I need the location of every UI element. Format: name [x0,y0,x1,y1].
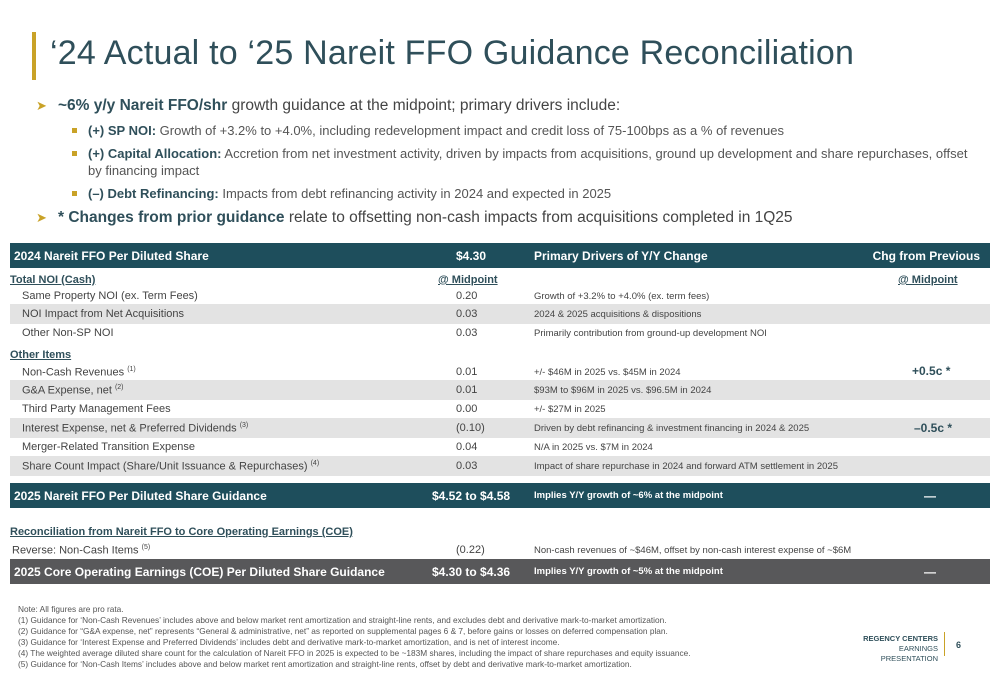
sub-bullet-debt-refinancing [32,185,982,202]
header-drivers: Primary Drivers of Y/Y Change [534,249,708,263]
row-value: (0.22) [456,544,485,556]
change-interest: –0.5c * [914,421,953,435]
row-driver: Non-cash revenues of ~$46M, offset by non-cash interest expense of ~$6M [534,545,852,556]
row-label-text: Reverse: Non-Cash Items [12,544,139,557]
row-value: 0.03 [456,327,478,339]
header-change: Chg from Previous [872,249,980,263]
row-label [22,384,124,397]
arrow-bullet-icon: ➤ [36,210,47,225]
table-row [10,362,990,382]
row-label-text: Third Party Management Fees [22,403,171,415]
sub-bullet-debt-bold: (–) Debt Refinancing: [88,186,219,201]
bullet-changes-bold: * Changes from prior guidance [58,209,285,226]
sub-bullet-capital-text: Accretion from net investment activity, driven by impacts from acquisitions, ground up development and share repurchases, offset by financing impact [88,146,968,178]
row-value: 0.03 [456,308,478,320]
sub-bullet-sp-noi [32,122,982,139]
sub-bullet-debt-text: Impacts from debt refinancing activity in 2024 and expected in 2025 [218,186,612,201]
row-value: (0.10) [456,422,485,434]
row-label [22,366,136,379]
title-accent-bar [32,32,36,80]
coe-guidance-value: $4.30 to $4.36 [432,565,511,579]
row-label [22,403,171,415]
table-row [10,418,990,438]
row-label: NOI Impact from Net Acquisitions [22,308,184,320]
summary-bullets [32,96,982,234]
table-row [10,399,990,419]
row-driver: Growth of +3.2% to +4.0% (ex. term fees) [534,291,710,302]
row-label-text: Non-Cash Revenues [22,366,125,379]
bullet-guidance-bold: ~6% y/y Nareit FFO/shr [58,97,228,114]
coe-guidance-label: 2025 Core Operating Earnings (COE) Per Diluted Share Guidance [14,565,385,579]
footnote-ref: (4) [310,460,320,467]
row-driver: 2024 & 2025 acquisitions & dispositions [534,309,702,320]
row-value: 0.03 [456,460,478,472]
sub-bullet-sp-noi-bold: (+) SP NOI: [88,123,157,138]
table-row [10,437,990,457]
change-non-cash: +0.5c * [912,364,951,378]
page-number-divider [944,632,945,656]
row-label-text: Share Count Impact (Share/Unit Issuance & Repurchases) [22,460,308,473]
footnote: Note: All figures are pro rata. [18,604,124,614]
row-driver: Driven by debt refinancing & investment financing in 2024 & 2025 [534,423,810,434]
footnote-ref: (5) [141,544,151,551]
table-row [10,540,990,560]
row-driver: $93M to $96M in 2025 vs. $96.5M in 2024 [534,385,712,396]
footnote-ref: (3) [239,422,249,429]
bullet-guidance-text: growth guidance at the midpoint; primary drivers include: [227,97,621,114]
ffo-guidance-value: $4.52 to $4.58 [432,489,511,503]
row-value: 0.00 [456,403,478,415]
row-value: 0.20 [456,290,478,302]
sub-bullet-sp-noi-text: Growth of +3.2% to +4.0%, including redevelopment impact and credit loss of 75-100bps as a % of revenues [156,123,785,138]
row-label [22,422,248,435]
footnote: (1) Guidance for ‘Non-Cash Revenues’ includes above and below market rent amortization and straight-line rents, and excludes debt and derivative mark-to-market amortization. [18,615,667,625]
footnote: (5) Guidance for ‘Non-Cash Items’ includes above and below market rent amortization and straight-line rents, offset by debt and derivative mark-to-market amortization. [18,659,632,669]
coe-guidance-driver: Implies Y/Y growth of ~5% at the midpoint [534,566,723,577]
table-row [10,456,990,476]
ffo-guidance-row [10,483,990,508]
header-value: $4.30 [456,249,487,263]
ffo-guidance-change: — [924,489,936,503]
table-row [10,323,990,343]
row-label-text: G&A Expense, net [22,384,112,397]
footnote: (2) Guidance for “G&A expense, net” represents “General & administrative, net” as reported on supplemental pages 6 & 7, before gains or losses on deferred compensation plan. [18,626,668,636]
midpoint-label-change: @ Midpoint [898,274,958,286]
page-title: ‘24 Actual to ‘25 Nareit FFO Guidance Reconciliation [50,34,855,72]
page-number: 6 [956,640,962,650]
square-bullet-icon [72,191,77,196]
midpoint-label: @ Midpoint [438,274,498,286]
square-bullet-icon [72,128,77,133]
row-label-text: Merger-Related Transition Expense [22,441,196,453]
row-driver: N/A in 2025 vs. $7M in 2024 [534,442,653,453]
row-label-text: Interest Expense, net & Preferred Dividends [22,422,237,435]
footnote: (3) Guidance for ‘Interest Expense and Preferred Dividends’ includes debt and derivative mark-to-market amortization, and is net of interest income. [18,637,560,647]
table-row [10,286,990,306]
section-coe-reconciliation: Reconciliation from Nareit FFO to Core Operating Earnings (COE) [10,526,353,538]
coe-guidance-row [10,559,990,584]
bullet-changes-text: relate to offsetting non-cash impacts from acquisitions completed in 1Q25 [284,209,793,226]
arrow-bullet-icon: ➤ [36,98,47,113]
brand-logo [846,634,938,664]
square-bullet-icon [72,151,77,156]
row-driver: Primarily contribution from ground-up development NOI [534,328,767,339]
sub-bullet-capital-bold: (+) Capital Allocation: [88,146,222,161]
ffo-guidance-label: 2025 Nareit FFO Per Diluted Share Guidance [14,489,267,503]
sub-bullet-capital-allocation [32,145,982,179]
row-label [12,544,150,557]
bullet-changes [32,208,982,228]
brand-line2: EARNINGS PRESENTATION [880,644,938,663]
brand-line1: REGENCY CENTERS [863,634,938,643]
row-value: 0.04 [456,441,478,453]
table-header [10,243,990,268]
row-driver: Impact of share repurchase in 2024 and forward ATM settlement in 2025 [534,461,838,472]
bullet-guidance [32,96,982,116]
table-row [10,380,990,400]
table-row [10,304,990,324]
section-total-noi: Total NOI (Cash) [10,274,96,286]
section-other-items: Other Items [10,349,72,361]
footnote-ref: (1) [127,366,136,373]
row-label [22,441,195,453]
header-label: 2024 Nareit FFO Per Diluted Share [14,249,209,263]
row-label: Same Property NOI (ex. Term Fees) [22,290,198,302]
row-driver: +/- $27M in 2025 [534,404,606,415]
coe-guidance-change: — [924,565,936,579]
row-value: 0.01 [456,366,478,378]
footnote-ref: (2) [114,384,124,391]
row-value: 0.01 [456,384,478,396]
row-driver: +/- $46M in 2025 vs. $45M in 2024 [534,367,681,378]
row-label: Other Non-SP NOI [22,327,114,339]
ffo-guidance-driver: Implies Y/Y growth of ~6% at the midpoint [534,490,723,501]
footnotes [18,604,838,670]
row-label [22,460,319,473]
footnote: (4) The weighted average diluted share count for the calculation of Nareit FFO in 2025 is expected to be ~183M shares, including the impact of share repurchases and equity issuance. [18,648,691,658]
